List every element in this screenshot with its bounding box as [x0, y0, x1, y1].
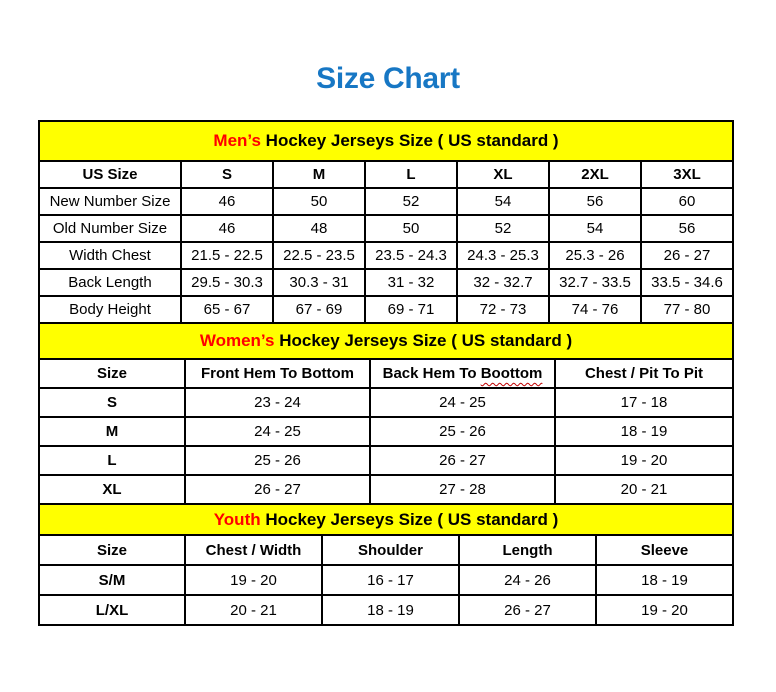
size-cell: 20 - 21 [185, 595, 322, 625]
size-chart [38, 120, 734, 626]
size-cell: 56 [641, 215, 733, 242]
youth-column-header: Size [39, 535, 185, 565]
womens-column-header [370, 359, 555, 388]
row-label: Body Height [39, 296, 181, 323]
size-cell: 22.5 - 23.5 [273, 242, 365, 269]
size-cell: 67 - 69 [273, 296, 365, 323]
size-cell: 30.3 - 31 [273, 269, 365, 296]
size-cell: 77 - 80 [641, 296, 733, 323]
table-row [39, 565, 733, 595]
mens-band-highlight: Men’s [213, 131, 261, 150]
youth-band-text: Hockey Jerseys Size ( US standard ) [260, 509, 559, 529]
table-row [39, 417, 733, 446]
size-cell: 26 - 27 [641, 242, 733, 269]
size-cell: 20 - 21 [555, 475, 733, 504]
row-label: Width Chest [39, 242, 181, 269]
size-cell: 27 - 28 [370, 475, 555, 504]
mens-band-text: Hockey Jerseys Size ( US standard ) [260, 131, 559, 150]
size-cell: 32 - 32.7 [457, 269, 549, 296]
size-cell: 18 - 19 [555, 417, 733, 446]
youth-column-header: Shoulder [322, 535, 459, 565]
table-row [39, 595, 733, 625]
youth-section-band [38, 503, 734, 536]
table-row [39, 269, 733, 296]
size-cell: 29.5 - 30.3 [181, 269, 273, 296]
size-cell: 24.3 - 25.3 [457, 242, 549, 269]
row-label: XL [39, 475, 185, 504]
size-cell: 56 [549, 188, 641, 215]
size-cell: 60 [641, 188, 733, 215]
youth-column-header: Length [459, 535, 596, 565]
row-label: Back Length [39, 269, 181, 296]
size-cell: 24 - 25 [370, 388, 555, 417]
mens-column-header: M [273, 161, 365, 188]
mens-size-table [38, 160, 734, 324]
size-cell: 52 [365, 188, 457, 215]
table-row [39, 446, 733, 475]
mens-column-header: XL [457, 161, 549, 188]
misspelled-word: Boottom [480, 365, 543, 382]
mens-column-header: 2XL [549, 161, 641, 188]
size-cell: 50 [273, 188, 365, 215]
womens-band-text: Hockey Jerseys Size ( US standard ) [274, 331, 573, 350]
mens-header-row [39, 161, 733, 188]
size-cell: 17 - 18 [555, 388, 733, 417]
size-cell: 21.5 - 22.5 [181, 242, 273, 269]
size-cell: 23 - 24 [185, 388, 370, 417]
womens-section-band [38, 322, 734, 360]
womens-header-row [39, 359, 733, 388]
size-cell: 25 - 26 [370, 417, 555, 446]
size-cell: 46 [181, 188, 273, 215]
row-label: S/M [39, 565, 185, 595]
size-cell: 25.3 - 26 [549, 242, 641, 269]
mens-column-header: S [181, 161, 273, 188]
size-cell: 18 - 19 [322, 595, 459, 625]
size-cell: 18 - 19 [596, 565, 733, 595]
table-row [39, 296, 733, 323]
youth-size-table [38, 534, 734, 626]
size-cell: 54 [457, 188, 549, 215]
size-cell: 48 [273, 215, 365, 242]
row-label: Old Number Size [39, 215, 181, 242]
mens-section-band [38, 120, 734, 162]
size-cell: 24 - 26 [459, 565, 596, 595]
table-row [39, 242, 733, 269]
size-cell: 69 - 71 [365, 296, 457, 323]
size-cell: 26 - 27 [459, 595, 596, 625]
youth-column-header: Chest / Width [185, 535, 322, 565]
size-cell: 16 - 17 [322, 565, 459, 595]
youth-band-highlight: Youth [213, 509, 261, 529]
size-cell: 54 [549, 215, 641, 242]
womens-column-header: Size [39, 359, 185, 388]
size-cell: 52 [457, 215, 549, 242]
size-cell: 50 [365, 215, 457, 242]
youth-header-row [39, 535, 733, 565]
size-cell: 24 - 25 [185, 417, 370, 446]
size-cell: 32.7 - 33.5 [549, 269, 641, 296]
mens-column-header: US Size [39, 161, 181, 188]
youth-column-header: Sleeve [596, 535, 733, 565]
size-cell: 23.5 - 24.3 [365, 242, 457, 269]
page-title: Size Chart [316, 62, 460, 95]
table-row [39, 215, 733, 242]
size-cell: 26 - 27 [370, 446, 555, 475]
size-cell: 46 [181, 215, 273, 242]
table-row [39, 475, 733, 504]
size-cell: 19 - 20 [185, 565, 322, 595]
row-label: L [39, 446, 185, 475]
row-label: L/XL [39, 595, 185, 625]
womens-band-highlight: Women’s [199, 331, 275, 350]
womens-column-header: Chest / Pit To Pit [555, 359, 733, 388]
womens-size-table [38, 358, 734, 505]
womens-column-header: Front Hem To Bottom [185, 359, 370, 388]
mens-column-header: L [365, 161, 457, 188]
size-cell: 19 - 20 [596, 595, 733, 625]
size-cell: 31 - 32 [365, 269, 457, 296]
size-cell: 74 - 76 [549, 296, 641, 323]
row-label: M [39, 417, 185, 446]
row-label: S [39, 388, 185, 417]
womens-column-header-text: Back Hem To [382, 365, 481, 382]
mens-column-header: 3XL [641, 161, 733, 188]
size-cell: 25 - 26 [185, 446, 370, 475]
table-row [39, 388, 733, 417]
size-cell: 72 - 73 [457, 296, 549, 323]
table-row [39, 188, 733, 215]
size-cell: 19 - 20 [555, 446, 733, 475]
size-cell: 65 - 67 [181, 296, 273, 323]
size-cell: 26 - 27 [185, 475, 370, 504]
row-label: New Number Size [39, 188, 181, 215]
size-cell: 33.5 - 34.6 [641, 269, 733, 296]
